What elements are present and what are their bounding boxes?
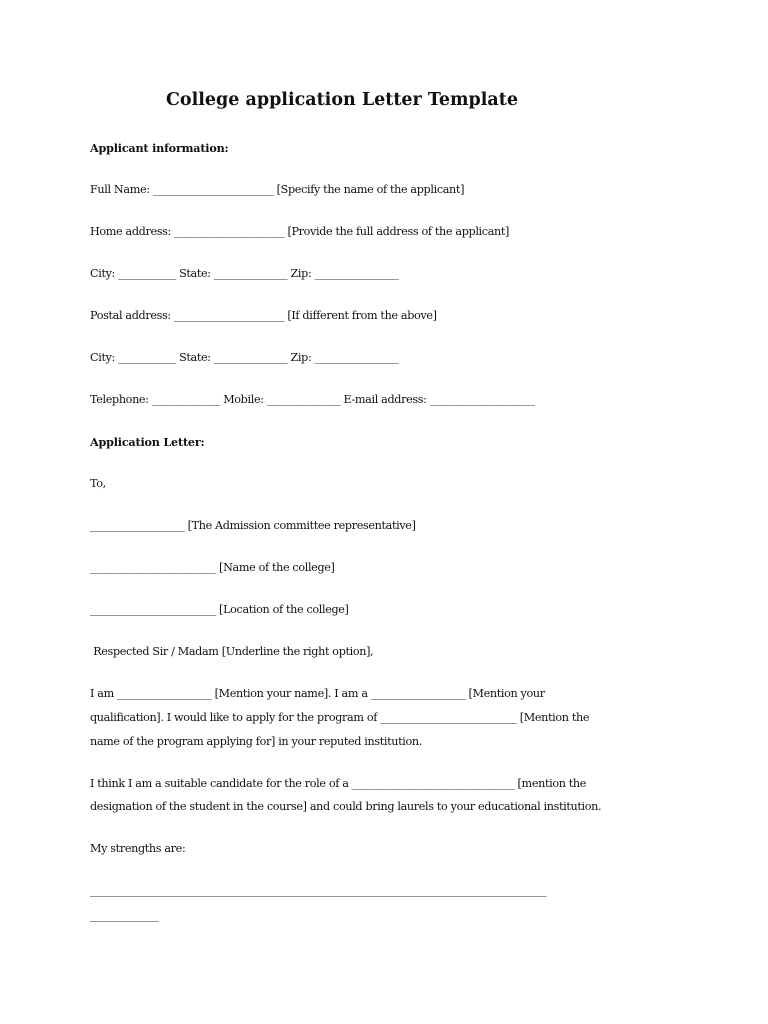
home-address-line: Home address: _____________________ [Provide the full address of the applicant] — [90, 225, 510, 238]
salutation-line: Respected Sir / Madam [Underline the right option], — [90, 645, 374, 658]
city-state-zip-line: City: ___________ State: ______________ Zip: ________________ — [90, 267, 399, 280]
application-letter-heading: Application Letter: — [90, 435, 205, 449]
applicant-info-heading: Applicant information: — [90, 141, 229, 155]
postal-city-state-zip-line: City: ___________ State: ______________ Zip: ________________ — [90, 351, 399, 364]
strengths-blank-line-2: _____________ — [90, 909, 159, 922]
recipient-representative-line: __________________ [The Admission committee representative] — [90, 519, 416, 532]
paragraph-2-line-2: designation of the student in the course] and could bring laurels to your educational institution. — [90, 800, 602, 813]
document-title: College application Letter Template — [166, 90, 518, 110]
strengths-blank-line-1: _______________________________________________________________________________________ — [90, 884, 547, 897]
recipient-college-location-line: ________________________ [Location of the college] — [90, 603, 349, 616]
letter-to: To, — [90, 477, 106, 490]
postal-address-line: Postal address: _____________________ [If different from the above] — [90, 309, 437, 322]
full-name-line: Full Name: _______________________ [Specify the name of the applicant] — [90, 183, 465, 196]
paragraph-1-line-2: qualification]. I would like to apply for the program of __________________________ [Mention the — [90, 711, 590, 724]
paragraph-1-line-1: I am __________________ [Mention your name]. I am a __________________ [Mention your — [90, 687, 545, 700]
strengths-label: My strengths are: — [90, 842, 186, 855]
contact-line: Telephone: _____________ Mobile: ______________ E-mail address: ____________________ — [90, 393, 535, 406]
paragraph-1-line-3: name of the program applying for] in your reputed institution. — [90, 735, 422, 748]
paragraph-2-line-1: I think I am a suitable candidate for the role of a _______________________________ [mention the — [90, 777, 587, 790]
recipient-college-name-line: ________________________ [Name of the college] — [90, 561, 335, 574]
